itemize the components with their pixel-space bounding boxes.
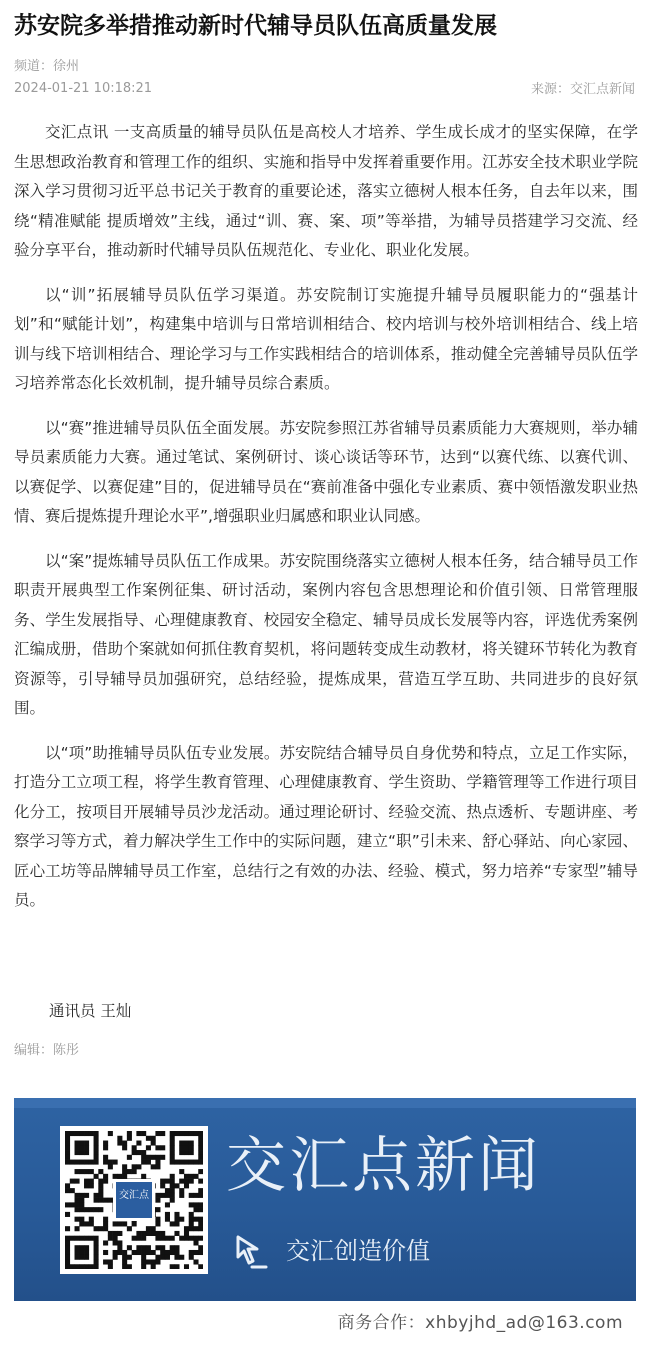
article-paragraph: 交汇点讯 一支高质量的辅导员队伍是高校人才培养、学生成长成才的坚实保障，在学生思想政治教育和管理工作的组织、实施和指导中发挥着重要作用。江苏安全技术职业学院深入学习贯彻习近平总书记关于教育的重要论述，落实立德树人根本任务，自去年以来，围绕“精准赋能 提质增效”主线，通过“训、赛、案、项”等举措，为辅导员搭建学习交流、经验分享平台，推动新时代辅导员队伍规范化、专业化、职业化发展。	[14, 123, 638, 259]
banner-stripe	[14, 1098, 636, 1108]
cursor-arrow-icon	[232, 1233, 270, 1269]
channel-label[interactable]: 频道：徐州	[14, 59, 80, 74]
qr-center-logo: 交汇点	[113, 1179, 155, 1221]
reporter-credit: 通讯员 王灿	[49, 1002, 132, 1020]
article-paragraph: 以“训”拓展辅导员队伍学习渠道。苏安院制订实施提升辅导员履职能力的“强基计划”和“赋能计划”，构建集中培训与日常培训相结合、校内培训与校外培训相结合、线上培训与线下培训相结合、理论学习与工作实践相结合的培训体系，推动健全完善辅导员队伍学习培养常态化长效机制，提升辅导员综合素质。	[14, 285, 638, 392]
source-label: 来源：交汇点新闻	[530, 82, 635, 97]
article-paragraph: 以“赛”推进辅导员队伍全面发展。苏安院参照江苏省辅导员素质能力大赛规则，举办辅导员素质能力大赛。通过笔试、案例研讨、谈心谈话等环节，达到“以赛代练、以赛代训、以赛促学、以赛促建”目的，促进辅导员在“赛前准备中强化专业素质、赛中领悟激发职业热情、赛后提炼提升理论水平”,增强职业归属感和职业认同感。	[14, 418, 638, 525]
article-body	[14, 118, 638, 931]
business-contact[interactable]: 商务合作：xhbyjhd_ad@163.com	[337, 1313, 623, 1333]
app-promo-banner[interactable]	[14, 1098, 636, 1301]
publish-datetime: 2024-01-21 10:18:21	[14, 81, 153, 96]
brand-slogan: 交汇创造价值	[286, 1237, 430, 1265]
article-paragraph: 以“项”助推辅导员队伍专业发展。苏安院结合辅导员自身优势和特点，立足工作实际，打造分工立项工程，将学生教育管理、心理健康教育、学生资助、学籍管理等工作进行项目化分工，按项目开展辅导员沙龙活动。通过理论研讨、经验交流、热点透析、专题讲座、考察学习等方式，着力解决学生工作中的实际问题，建立“职”引未来、舒心驿站、向心家园、匠心工坊等品牌辅导员工作室，总结行之有效的办法、经验、模式，努力培养“专家型”辅导员。	[14, 743, 638, 909]
qr-code	[60, 1126, 208, 1274]
editor-credit: 编辑：陈彤	[14, 1043, 80, 1058]
article-title: 苏安院多举措推动新时代辅导员队伍高质量发展	[14, 13, 497, 39]
brand-name: 交汇点新闻	[226, 1131, 541, 1201]
article-paragraph: 以“案”提炼辅导员队伍工作成果。苏安院围绕落实立德树人根本任务，结合辅导员工作职责开展典型工作案例征集、研讨活动，案例内容包含思想理论和价值引领、日常管理服务、学生发展指导、心理健康教育、校园安全稳定、辅导员成长发展等内容，评选优秀案例汇编成册，借助个案就如何抓住教育契机，将问题转变成生动教材，将关键环节转化为教育资源等，引导辅导员加强研究，总结经验，提炼成果，营造互学互助、共同进步的良好氛围。	[14, 551, 638, 717]
